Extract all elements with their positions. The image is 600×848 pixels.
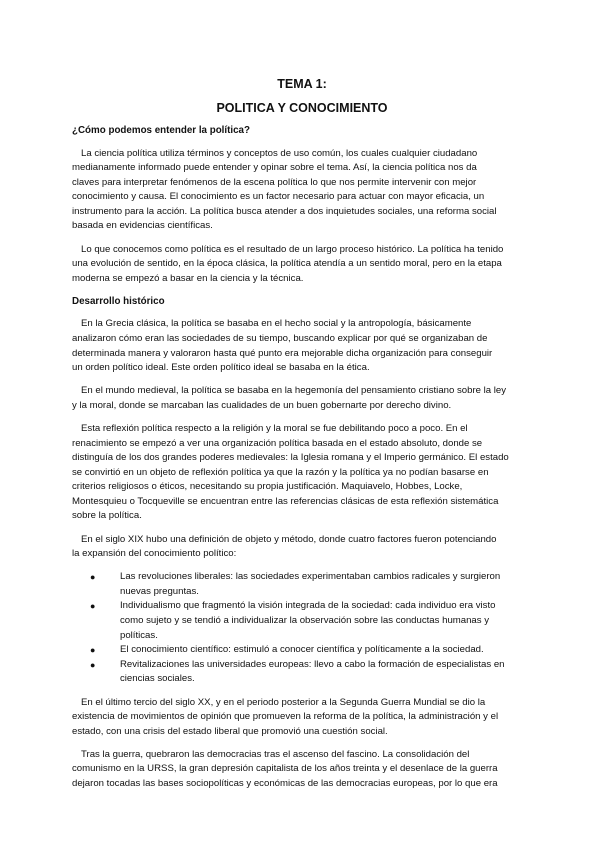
document-subtitle: POLITICA Y CONOCIMIENTO	[216, 101, 388, 115]
bullet-list	[72, 570, 532, 687]
paragraph	[72, 384, 532, 413]
text-line: dejaron tocadas las bases sociopolíticas y económicas de las democracias europeas, por lo que era	[72, 777, 498, 789]
text-line: nuevas preguntas.	[120, 585, 199, 597]
paragraph	[72, 533, 532, 562]
paragraph	[72, 748, 532, 792]
text-line: En el mundo medieval, la política se basaba en la hegemonía del pensamiento cristiano sobre la ley	[81, 385, 507, 397]
text-line: existencia de movimientos de opinión que promueven la reforma de la política, la administración y el	[72, 711, 499, 723]
text-line: Montesquieu o Tocqueville se encuentran entre las referencias clásicas de esta reflexión sistemática	[72, 495, 499, 507]
text-line: Tras la guerra, quebraron las democracias tras el ascenso del fascino. La consolidación del	[81, 748, 470, 760]
text-line: En la Grecia clásica, la política se basaba en el hecho social y la antropología, básicamente	[81, 318, 472, 330]
list-item	[90, 599, 532, 643]
text-line: Revitalizaciones las universidades europeas: llevo a cabo la formación de especialistas en	[120, 658, 505, 670]
paragraph	[72, 422, 532, 524]
bullet-icon: ●	[90, 601, 96, 612]
text-line: y la moral, donde se marcaban las cualidades de un buen gobernarte por derecho divino.	[72, 399, 452, 411]
text-line: basada en evidencias científicas.	[72, 220, 213, 232]
bullet-icon: ●	[90, 572, 96, 583]
text-line: políticas.	[120, 629, 158, 641]
text-line: El conocimiento científico: estimuló a conocer científica y políticamente a la sociedad.	[120, 644, 484, 656]
list-item	[90, 643, 532, 658]
paragraph	[72, 147, 532, 235]
list-item	[90, 658, 532, 687]
text-line: distinguía de los dos grandes poderes medievales: la Iglesia romana y el Imperio germánico. El estado	[72, 452, 509, 464]
text-line: La ciencia política utiliza términos y conceptos de uso común, los cuales cualquier ciudadano	[81, 147, 478, 159]
document-title: TEMA 1:	[277, 77, 327, 91]
text-line: determinada manera y valoraron hasta qué punto era mejorable dicha organización para conseguir	[72, 347, 493, 359]
text-line: estado, con una crisis del estado liberal que promovió una cuestión social.	[72, 725, 388, 737]
section-heading: ¿Cómo podemos entender la política?	[72, 125, 250, 136]
text-line: una evolución de sentido, en la época clásica, la política atendía a un sentido moral, pero en la etapa	[72, 258, 502, 270]
paragraph	[72, 696, 532, 740]
bullet-icon: ●	[90, 645, 96, 656]
text-line: En el siglo XIX hubo una definición de objeto y método, donde cuatro factores fueron potenciando	[81, 533, 497, 545]
text-line: la expansión del conocimiento político:	[72, 548, 237, 560]
text-line: ciencias sociales.	[120, 673, 195, 685]
text-line: medianamente informado puede entender y opinar sobre el tema. Así, la ciencia política nos da	[72, 162, 477, 174]
text-line: comunismo en la URSS, la gran depresión capitalista de los años treinta y el desenlace de la guerra	[72, 763, 498, 775]
text-line: criterios religiosos o éticos, necesitando su propia justificación. Maquiavelo, Hobbes, Locke,	[72, 481, 463, 493]
text-line: un orden político ideal. Este orden político ideal se basaba en la ética.	[72, 362, 370, 374]
list-item	[90, 570, 532, 599]
text-line: Esta reflexión política respecto a la religión y la moral se fue debilitando poco a poco. En el	[81, 422, 468, 434]
paragraph	[72, 243, 532, 287]
text-line: sobre la política.	[72, 510, 142, 522]
text-line: En el último tercio del siglo XX, y en el periodo posterior a la Segunda Guerra Mundial se dio la	[81, 696, 486, 708]
document-page	[72, 76, 532, 800]
bullet-icon: ●	[90, 659, 96, 670]
paragraph	[72, 317, 532, 375]
text-line: analizaron cómo eran las sociedades de su tiempo, buscando explicar por qué se organizaban de	[72, 332, 488, 344]
text-line: como sujeto y se tendió a individualizar la observación sobre las conductas humanas y	[120, 615, 490, 627]
text-line: Las revoluciones liberales: las sociedades experimentaban cambios radicales y surgieron	[120, 571, 501, 583]
text-line: claves para interpretar fenómenos de la escena política lo que nos permite intervenir con mejor	[72, 176, 477, 188]
text-line: renacimiento se empezó a ver una organización política basada en el estado absoluto, donde se	[72, 437, 483, 449]
text-line: instrumento para la acción. La política busca atender a dos inquietudes sociales, una reforma social	[72, 205, 497, 217]
text-line: moderna se empezó a basar en la ciencia y la técnica.	[72, 272, 304, 284]
section-heading: Desarrollo histórico	[72, 295, 165, 307]
text-line: se convirtió en un objeto de reflexión política ya que la razón y la política ya no podían basarse en	[72, 466, 489, 478]
text-line: Lo que conocemos como política es el resultado de un largo proceso histórico. La política ha tenido	[81, 243, 504, 255]
text-line: conocimiento y causa. El conocimiento es un factor necesario para actuar con mayor eficacia, un	[72, 191, 485, 203]
text-line: Individualismo que fragmentó la visión integrada de la sociedad: cada individuo era visto	[120, 600, 496, 612]
